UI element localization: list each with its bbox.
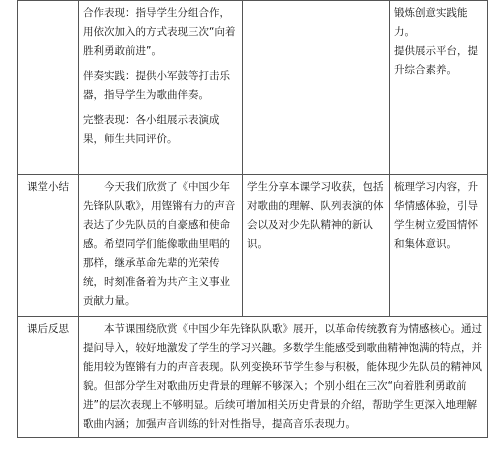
summary-teacher-text: 今天我们欣赏了《中国少年先锋队队歌》，用铿锵有力的声音表达了少先队员的自豪感和使命感。希望同学们能像歌曲里唱的那样，继承革命先辈的光荣传统，时刻准备着为共产主义事业贡献力量。	[83, 181, 236, 307]
activity-performance: 完整表现：各小组展示表演成果，师生共同评价。	[83, 114, 220, 145]
row-label-summary: 课堂小结	[18, 175, 79, 317]
teacher-activity-cell	[79, 1, 243, 175]
table-row-reflection	[18, 317, 488, 438]
table-row-summary	[18, 175, 488, 317]
row-label-empty	[18, 1, 79, 175]
activity-cooperation: 合作表现：指导学生分组合作，用依次加入的方式表现三次“向着胜利勇敢前进”。	[83, 7, 236, 57]
reflection-cell	[79, 317, 488, 438]
activity-accompaniment: 伴奏实践：提供小军鼓等打击乐器，指导学生为歌曲伴奏。	[83, 70, 230, 101]
summary-purpose-text: 梳理学习内容，升华情感体验，引导学生树立爱国情怀和集体意识。	[394, 181, 478, 250]
summary-purpose-cell	[390, 175, 488, 317]
row-label-reflection: 课后反思	[18, 317, 79, 438]
summary-teacher-cell	[79, 175, 243, 317]
design-purpose-cell	[390, 1, 488, 175]
student-activity-cell	[243, 1, 390, 175]
lesson-plan-table	[17, 0, 488, 438]
purpose-creative: 锻炼创意实践能力。	[394, 7, 468, 38]
summary-student-text: 学生分享本课学习收获，包括对歌曲的理解、队列表演的体会以及对少先队精神的新认识。	[247, 181, 384, 250]
purpose-platform: 提供展示平台，提升综合素养。	[394, 45, 478, 76]
reflection-text: 本节课围绕欣赏《中国少年先锋队队歌》展开，以革命传统教育为情感核心。通过提问导入，较好地激发了学生的学习兴趣。多数学生能感受到歌曲精神饱满的特点，并能用较为铿锵有力的声音表现。队列变换环节学生参与积极，能体现少先队员的精神风貌。但部分学生对歌曲历史背景的理解不够深入；个别小组在三次“向着胜利勇敢前进”的层次表现上不够明显。后续可增加相关历史背景的介绍，帮助学生更深入地理解歌曲内涵；加强声音训练的针对性指导，提高音乐表现力。	[83, 323, 482, 430]
summary-student-cell	[243, 175, 390, 317]
table-row-activities	[18, 1, 488, 175]
